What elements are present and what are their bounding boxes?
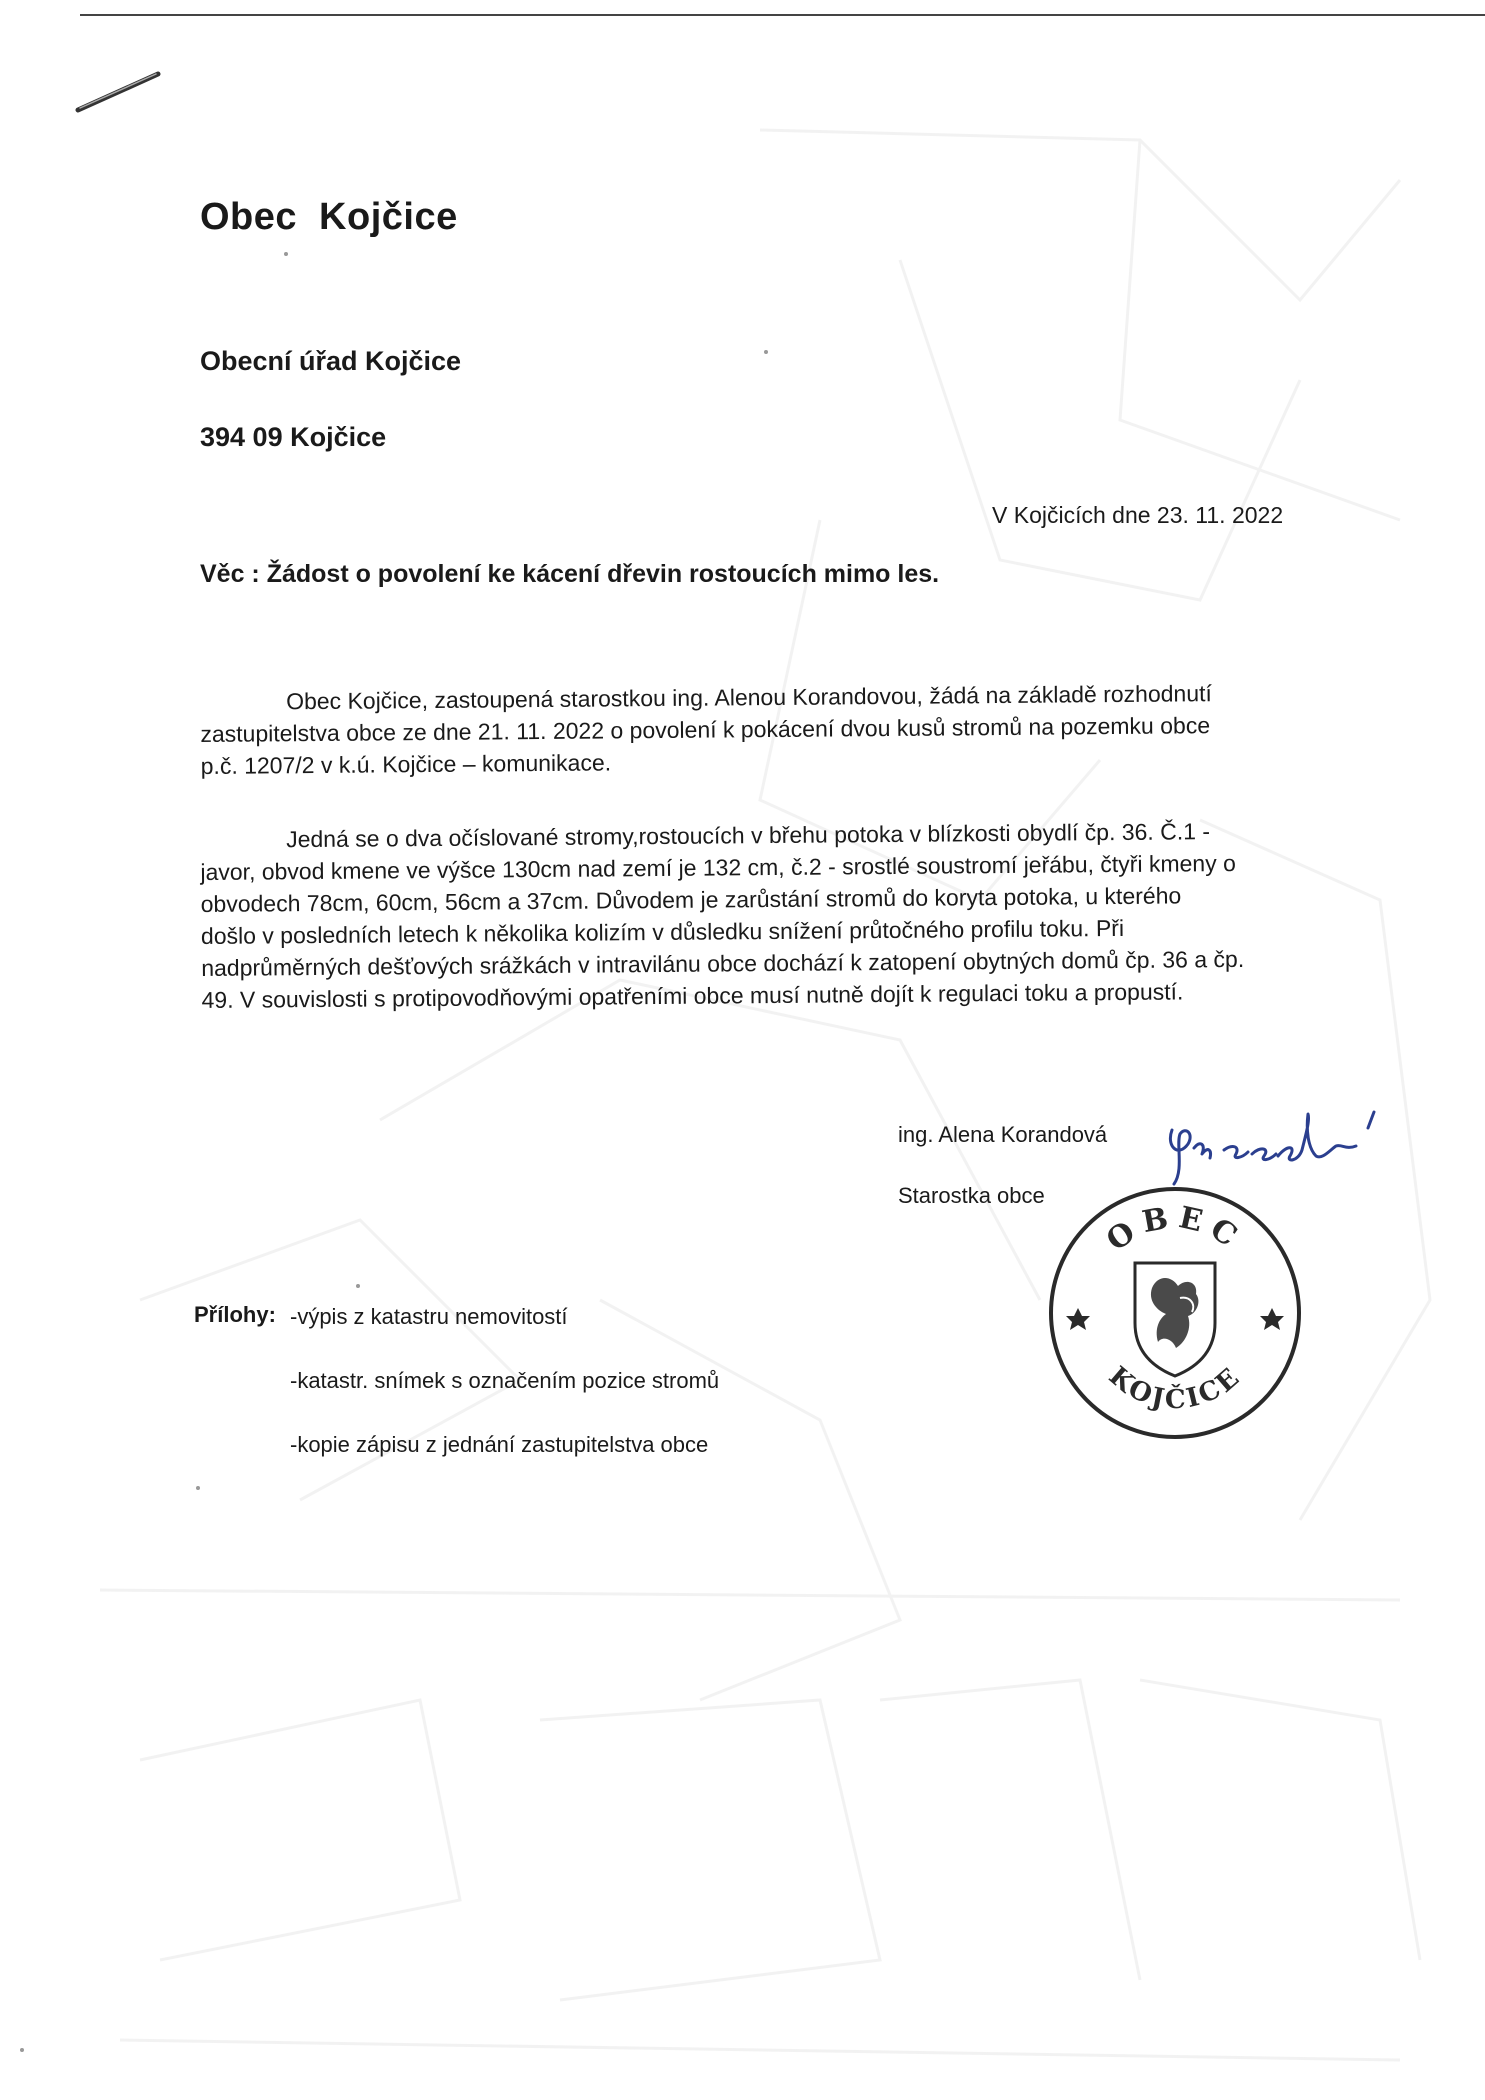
official-stamp — [1040, 1178, 1310, 1448]
scan-speck — [356, 1284, 360, 1288]
paragraph-line: obvodech 78cm, 60cm, 56cm a 37cm. Důvodem je zarůstání stromů do koryta potoka, u kterého — [200, 882, 1182, 917]
paragraph-line: došlo v posledních letech k několika kolizím v důsledku snížení průtočného profilu toku. Při — [200, 914, 1125, 949]
attachment-item: -kopie zápisu z jednání zastupitelstva obce — [290, 1432, 709, 1457]
municipality-heading — [200, 196, 458, 239]
paragraph-line: p.č. 1207/2 v k.ú. Kojčice – komunikace. — [200, 749, 612, 779]
body-paragraph-2 — [200, 814, 1322, 1016]
paragraph-line: Jedná se o dva očíslované stromy,rostoucích v břehu potoka v blízkosti obydlí čp. 36. Č.1 - — [286, 818, 1211, 853]
attachment-item: -výpis z katastru nemovitostí — [290, 1304, 568, 1329]
pen-mark — [70, 64, 170, 124]
signatory-name: ing. Alena Korandová — [898, 1122, 1108, 1147]
scan-speck — [284, 252, 288, 256]
paragraph-line: javor, obvod kmene ve výšce 130cm nad zemí je 132 cm, č.2 - srostlé soustromí jeřábu, čtyři kmeny o — [200, 849, 1236, 885]
scan-speck — [20, 2048, 24, 2052]
office-name: Obecní úřad Kojčice — [200, 346, 462, 376]
attachments-label: Přílohy: — [194, 1302, 276, 1327]
scan-speck — [196, 1486, 200, 1490]
handwritten-signature — [1160, 1100, 1400, 1190]
paragraph-line: Obec Kojčice, zastoupená starostkou ing. Alenou Korandovou, žádá na základě rozhodnutí — [286, 680, 1212, 715]
date-line: V Kojčicích dne 23. 11. 2022 — [992, 502, 1284, 528]
coat-of-arms-icon — [1135, 1263, 1215, 1376]
stamp-bottom-text: KOJČICE — [1102, 1361, 1248, 1416]
paragraph-line: nadprůměrných dešťových srážkách v intravilánu obce dochází k zatopení obytných domů čp. 36 a čp. — [201, 945, 1245, 981]
paragraph-line: 49. V souvislosti s protipovodňovými opatřeními obce musí nutně dojít k regulaci toku a propustí. — [201, 978, 1184, 1013]
subject-line: Věc : Žádost o povolení ke kácení dřevin rostoucích mimo les. — [200, 560, 940, 588]
stamp-top-text: OBEC — [1100, 1199, 1250, 1259]
paragraph-line: zastupitelstva obce ze dne 21. 11. 2022 o povolení k pokácení dvou kusů stromů na pozemku obce — [200, 712, 1211, 747]
body-paragraph-1 — [200, 676, 1321, 782]
municipality-name: Kojčice — [319, 196, 458, 238]
office-address: 394 09 Kojčice — [200, 422, 387, 452]
scan-speck — [764, 350, 768, 354]
signatory-role: Starostka obce — [898, 1183, 1045, 1208]
municipality-label: Obec — [200, 196, 298, 238]
attachment-item: -katastr. snímek s označením pozice stromů — [290, 1368, 720, 1393]
